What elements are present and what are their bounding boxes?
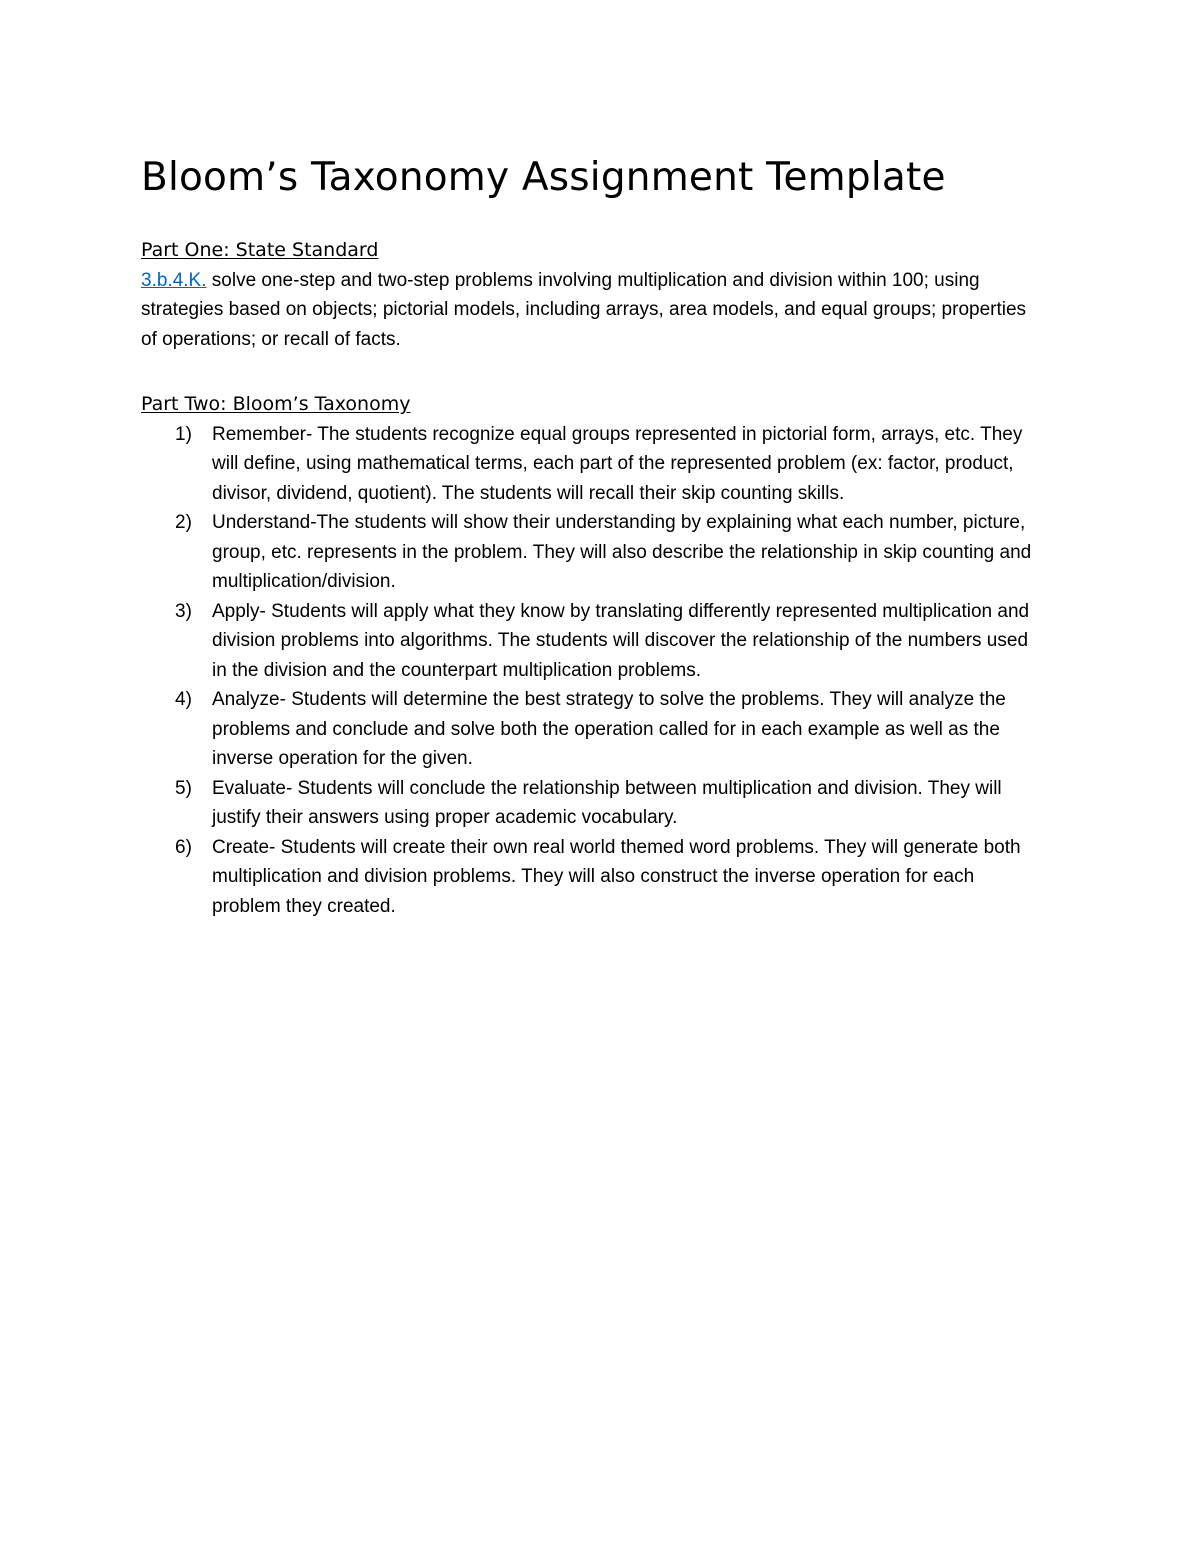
list-item-number: 1) [175,423,192,445]
document-title: Bloom’s Taxonomy Assignment Template [141,155,946,200]
list-item-number: 4) [175,689,192,710]
taxonomy-list [141,420,1041,922]
list-item-analyze [141,685,1032,774]
list-item-text: Remember- The students recognize equal groups represented in pictorial form, arrays, etc. They will define, using mathematical terms, each part of the represented problem (ex: factor, product, divisor, dividend, quotient). The students will recall their skip counting skills. [212,423,1023,504]
part-two-heading: Part Two: Bloom’s Taxonomy [141,393,411,415]
list-item-text: Evaluate- Students will conclude the relationship between multiplication and division. They will justify their answers using proper academic vocabulary. [212,777,1002,828]
list-item-text: Understand-The students will show their understanding by explaining what each number, picture, group, etc. represents in the problem. They will also describe the relationship in skip counting and multiplication/division. [212,512,1032,592]
list-item-number: 5) [175,777,192,799]
list-item-text: Create- Students will create their own real world themed word problems. They will generate both multiplication and division problems. They will also construct the inverse operation for each problem they created. [212,836,1021,917]
part-one-section [141,236,1041,354]
list-item-apply [141,597,1032,686]
part-two-section [141,390,1041,921]
list-item-number: 6) [175,836,192,858]
list-item-understand [141,508,1032,597]
list-item-remember [141,420,1032,509]
list-item-text: Analyze- Students will determine the best strategy to solve the problems. They will analyze the problems and conclude and solve both the operation called for in each example as well as the inverse operation for the given. [212,689,1006,769]
list-item-create [141,833,1032,922]
standard-code-link[interactable]: 3.b.4.K. [141,269,207,291]
list-item-number: 3) [175,600,192,622]
list-item-number: 2) [175,512,192,533]
standard-description: solve one-step and two-step problems involving multiplication and division within 100; using strategies based on objects; pictorial models, including arrays, area models, and equal groups; properties of operations; or recall of facts. [141,269,1027,350]
state-standard-text [141,266,1031,355]
list-item-text: Apply- Students will apply what they know by translating differently represented multiplication and division problems into algorithms. The students will discover the relationship of the numbers used in the division and the counterpart multiplication problems. [212,600,1030,681]
list-item-evaluate [141,774,1032,833]
part-one-heading: Part One: State Standard [141,239,379,261]
